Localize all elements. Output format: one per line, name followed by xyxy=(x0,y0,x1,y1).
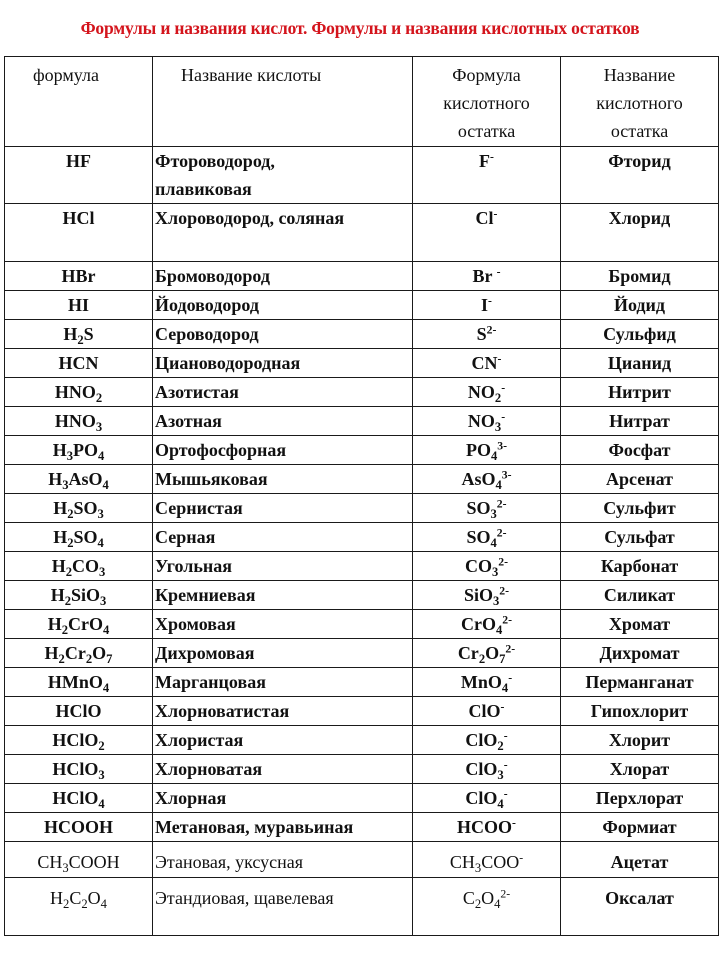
formula-text: PO xyxy=(73,440,98,460)
formula-text: S xyxy=(83,324,94,344)
subscript: 4 xyxy=(490,448,498,463)
acid-name-line: Ортофосфорная xyxy=(155,440,287,460)
formula-text: C xyxy=(462,888,475,908)
formula-text: CO xyxy=(464,556,492,576)
table-row xyxy=(5,262,719,291)
subscript: 3 xyxy=(491,564,499,579)
formula-text: AsO xyxy=(461,469,496,489)
residue-formula xyxy=(413,813,561,842)
table-body xyxy=(5,147,719,936)
table-row xyxy=(5,755,719,784)
residue-formula xyxy=(413,465,561,494)
formula-text: HClO xyxy=(52,759,99,779)
formula-text: CH xyxy=(37,852,63,872)
header-line: остатка xyxy=(457,121,516,141)
acid-name xyxy=(153,726,413,755)
formula-text: Cr xyxy=(457,643,479,663)
subscript: 2 xyxy=(474,896,482,911)
subscript: 2 xyxy=(98,738,105,753)
charge-superscript: - xyxy=(500,700,505,714)
formula-text: HCl xyxy=(62,208,95,228)
subscript: 3 xyxy=(490,506,497,521)
subscript: 7 xyxy=(106,651,113,666)
acid-name xyxy=(153,878,413,936)
formula-text: CrO xyxy=(460,614,496,634)
acid-name xyxy=(153,320,413,349)
charge-superscript: 2- xyxy=(486,323,497,337)
residue-formula xyxy=(413,697,561,726)
acid-name xyxy=(153,147,413,204)
subscript: 2 xyxy=(67,535,74,550)
subscript: 2 xyxy=(77,332,84,347)
acid-name-line: Фтороводород, xyxy=(155,151,275,171)
residue-name: Арсенат xyxy=(561,465,719,494)
subscript: 4 xyxy=(98,796,105,811)
residue-formula xyxy=(413,436,561,465)
formula-text: COO xyxy=(481,852,520,872)
subscript: 2 xyxy=(67,506,74,521)
header-line: остатка xyxy=(610,121,669,141)
acid-formula xyxy=(5,697,153,726)
residue-formula xyxy=(413,291,561,320)
acid-name xyxy=(153,378,413,407)
formula-text: C xyxy=(69,888,82,908)
acid-name-line: Дихромовая xyxy=(155,643,255,663)
acids-table xyxy=(4,56,719,936)
residue-formula xyxy=(413,378,561,407)
acid-formula xyxy=(5,726,153,755)
residue-name: Фторид xyxy=(561,147,719,204)
formula-text: ClO xyxy=(465,759,498,779)
acid-formula xyxy=(5,755,153,784)
acid-name xyxy=(153,842,413,878)
charge-superscript: 2- xyxy=(500,887,511,901)
formula-text: PO xyxy=(465,440,491,460)
residue-name: Перхлорат xyxy=(561,784,719,813)
acid-formula xyxy=(5,668,153,697)
residue-name: Цианид xyxy=(561,349,719,378)
charge-superscript: - xyxy=(501,381,506,395)
residue-name: Хлорид xyxy=(561,204,719,262)
subscript: 2 xyxy=(64,593,71,608)
formula-text: H xyxy=(50,888,64,908)
subscript: 2 xyxy=(478,651,486,666)
charge-superscript: 3- xyxy=(501,468,512,482)
acid-name xyxy=(153,581,413,610)
subscript: 3 xyxy=(497,767,504,782)
formula-text: HI xyxy=(67,295,89,315)
acid-name xyxy=(153,813,413,842)
charge-superscript: - xyxy=(490,150,494,164)
header-formula: формула xyxy=(5,57,153,147)
formula-text: HCOOH xyxy=(43,817,113,837)
subscript: 2 xyxy=(81,896,88,911)
acid-name xyxy=(153,262,413,291)
charge-superscript: 2- xyxy=(505,642,516,656)
acid-formula xyxy=(5,639,153,668)
formula-text: H xyxy=(53,498,68,518)
table-row xyxy=(5,552,719,581)
acid-name-line: Марганцовая xyxy=(155,672,266,692)
formula-text: SiO xyxy=(463,585,493,605)
charge-superscript: - xyxy=(496,265,501,279)
subscript: 4 xyxy=(495,477,502,492)
residue-formula xyxy=(413,726,561,755)
acid-formula xyxy=(5,291,153,320)
acid-formula xyxy=(5,610,153,639)
formula-text: HCN xyxy=(58,353,99,373)
residue-name: Оксалат xyxy=(561,878,719,936)
residue-name: Гипохлорит xyxy=(561,697,719,726)
charge-superscript: 2- xyxy=(496,526,507,540)
formula-text: CH xyxy=(449,852,475,872)
header-line: кислотного xyxy=(443,93,530,113)
subscript: 4 xyxy=(98,448,105,463)
table-row xyxy=(5,378,719,407)
formula-text: SO xyxy=(466,527,491,547)
subscript: 2 xyxy=(65,564,72,579)
residue-formula xyxy=(413,784,561,813)
residue-name: Дихромат xyxy=(561,639,719,668)
acid-name-line: плавиковая xyxy=(155,179,252,199)
subscript: 7 xyxy=(499,651,506,666)
formula-text: H xyxy=(53,527,68,547)
acid-formula xyxy=(5,552,153,581)
table-row xyxy=(5,349,719,378)
subscript: 3 xyxy=(99,564,106,579)
acid-name-line: Хромовая xyxy=(155,614,236,634)
subscript: 4 xyxy=(102,680,110,695)
formula-text: HClO xyxy=(52,730,99,750)
charge-superscript: - xyxy=(503,787,508,801)
formula-text: NO xyxy=(467,411,495,431)
formula-text: SO xyxy=(73,498,98,518)
residue-name: Карбонат xyxy=(561,552,719,581)
residue-name: Хлорат xyxy=(561,755,719,784)
residue-name: Сульфат xyxy=(561,523,719,552)
formula-text: SO xyxy=(73,527,98,547)
acid-formula xyxy=(5,204,153,262)
subscript: 3 xyxy=(494,419,502,434)
subscript: 2 xyxy=(63,896,70,911)
formula-text: CN xyxy=(471,353,498,373)
residue-formula xyxy=(413,494,561,523)
acid-name xyxy=(153,552,413,581)
residue-formula xyxy=(413,204,561,262)
acid-name-line: Угольная xyxy=(155,556,232,576)
residue-name: Бромид xyxy=(561,262,719,291)
formula-text: ClO xyxy=(465,788,498,808)
formula-text: F xyxy=(479,151,491,171)
header-residue-formula xyxy=(413,57,561,147)
acid-name xyxy=(153,494,413,523)
acid-name xyxy=(153,523,413,552)
acid-name xyxy=(153,610,413,639)
subscript: 4 xyxy=(102,477,109,492)
formula-text: MnO xyxy=(460,672,502,692)
subscript: 3 xyxy=(474,860,482,875)
formula-text: SO xyxy=(466,498,491,518)
formula-text: H xyxy=(51,556,66,576)
subscript: 2 xyxy=(497,738,504,753)
charge-superscript: - xyxy=(497,352,502,366)
table-row xyxy=(5,581,719,610)
subscript: 4 xyxy=(97,535,104,550)
residue-formula xyxy=(413,262,561,291)
table-row xyxy=(5,436,719,465)
formula-text: Cr xyxy=(64,643,86,663)
table-row xyxy=(5,813,719,842)
formula-text: HMnO xyxy=(47,672,103,692)
header-line: Формула xyxy=(452,65,521,85)
formula-text: AsO xyxy=(68,469,103,489)
acid-name-line: Хлорноватистая xyxy=(155,701,290,721)
residue-formula xyxy=(413,610,561,639)
formula-text: H xyxy=(63,324,78,344)
acid-name-line: Йодоводород xyxy=(155,295,259,315)
subscript: 2 xyxy=(494,390,502,405)
formula-text: O xyxy=(485,643,500,663)
acid-name xyxy=(153,668,413,697)
charge-superscript: 2- xyxy=(502,613,513,627)
acid-name-line: Сернистая xyxy=(155,498,243,518)
acid-name-line: Мышьяковая xyxy=(155,469,268,489)
subscript: 4 xyxy=(497,796,504,811)
residue-formula xyxy=(413,639,561,668)
residue-formula xyxy=(413,523,561,552)
formula-text: S xyxy=(476,324,487,344)
table-row xyxy=(5,639,719,668)
acid-formula xyxy=(5,465,153,494)
table-row xyxy=(5,465,719,494)
formula-text: HF xyxy=(66,151,91,171)
formula-text: Br xyxy=(472,266,497,286)
formula-text: H xyxy=(47,614,62,634)
header-residue-name xyxy=(561,57,719,147)
formula-text: HNO xyxy=(54,382,96,402)
table-row xyxy=(5,842,719,878)
subscript: 4 xyxy=(495,622,503,637)
charge-superscript: - xyxy=(512,816,516,830)
table-row xyxy=(5,204,719,262)
subscript: 2 xyxy=(95,390,103,405)
formula-text: HCOO xyxy=(457,817,513,837)
residue-name: Сульфит xyxy=(561,494,719,523)
subscript: 3 xyxy=(492,593,500,608)
charge-superscript: - xyxy=(503,758,508,772)
residue-formula xyxy=(413,147,561,204)
subscript: 3 xyxy=(95,419,103,434)
residue-name: Хромат xyxy=(561,610,719,639)
acid-name-line: Бромоводород xyxy=(155,266,270,286)
formula-text: HBr xyxy=(61,266,96,286)
acid-formula xyxy=(5,349,153,378)
charge-superscript: 2- xyxy=(498,555,509,569)
charge-superscript: 3- xyxy=(497,439,508,453)
formula-text: ClO xyxy=(465,730,498,750)
charge-superscript: - xyxy=(503,729,508,743)
acid-name xyxy=(153,784,413,813)
subscript: 3 xyxy=(98,767,105,782)
table-row xyxy=(5,320,719,349)
acid-name-line: Этановая, уксусная xyxy=(155,852,304,872)
formula-text: H xyxy=(48,469,63,489)
residue-formula xyxy=(413,552,561,581)
acid-name xyxy=(153,291,413,320)
charge-superscript: - xyxy=(493,207,498,221)
charge-superscript: - xyxy=(519,851,524,865)
formula-text: HClO xyxy=(55,701,102,721)
table-row xyxy=(5,668,719,697)
subscript: 4 xyxy=(100,896,107,911)
residue-formula xyxy=(413,407,561,436)
acid-formula xyxy=(5,378,153,407)
formula-text: HNO xyxy=(54,411,96,431)
subscript: 2 xyxy=(61,622,68,637)
acid-formula xyxy=(5,494,153,523)
formula-text: NO xyxy=(467,382,495,402)
subscript: 3 xyxy=(100,593,107,608)
subscript: 2 xyxy=(58,651,65,666)
residue-formula xyxy=(413,842,561,878)
formula-text: CO xyxy=(72,556,99,576)
acid-name-line: Хлорноватая xyxy=(155,759,263,779)
table-row xyxy=(5,784,719,813)
header-line: Название xyxy=(603,65,676,85)
residue-name: Хлорит xyxy=(561,726,719,755)
residue-name: Ацетат xyxy=(561,842,719,878)
residue-name: Сульфид xyxy=(561,320,719,349)
formula-text: H xyxy=(44,643,59,663)
subscript: 4 xyxy=(490,535,497,550)
subscript: 4 xyxy=(103,622,110,637)
residue-formula xyxy=(413,878,561,936)
residue-name: Формиат xyxy=(561,813,719,842)
acid-formula xyxy=(5,320,153,349)
residue-name: Нитрит xyxy=(561,378,719,407)
acid-name-line: Кремниевая xyxy=(155,585,256,605)
acid-formula xyxy=(5,813,153,842)
charge-superscript: 2- xyxy=(496,497,507,511)
table-row xyxy=(5,697,719,726)
formula-text: HClO xyxy=(52,788,99,808)
residue-name: Перманганат xyxy=(561,668,719,697)
acid-name xyxy=(153,407,413,436)
charge-superscript: - xyxy=(488,294,492,308)
table-row xyxy=(5,407,719,436)
table-row xyxy=(5,494,719,523)
subscript: 3 xyxy=(97,506,104,521)
formula-text: SiO xyxy=(71,585,101,605)
residue-formula xyxy=(413,668,561,697)
formula-text: COOH xyxy=(68,852,120,872)
acid-name-line: Метановая, муравьиная xyxy=(155,817,354,837)
formula-text: Cl xyxy=(475,208,494,228)
formula-text: O xyxy=(481,888,495,908)
table-row xyxy=(5,610,719,639)
formula-text: CrO xyxy=(68,614,103,634)
acid-name-line: Хлористая xyxy=(155,730,244,750)
charge-superscript: - xyxy=(501,410,506,424)
acid-name-line: Этандиовая, щавелевая xyxy=(155,888,334,908)
residue-name: Нитрат xyxy=(561,407,719,436)
acid-formula xyxy=(5,842,153,878)
acid-formula xyxy=(5,436,153,465)
subscript: 3 xyxy=(62,477,69,492)
table-row xyxy=(5,147,719,204)
acid-name xyxy=(153,697,413,726)
header-acid-name: Название кислоты xyxy=(153,57,413,147)
acid-name-line: Хлорная xyxy=(155,788,227,808)
residue-name: Силикат xyxy=(561,581,719,610)
acid-name-line: Хлороводород, соляная xyxy=(155,208,345,228)
acid-name-line: Азотистая xyxy=(155,382,239,402)
table-row xyxy=(5,726,719,755)
acid-name xyxy=(153,204,413,262)
residue-formula xyxy=(413,349,561,378)
charge-superscript: - xyxy=(508,671,513,685)
acid-name xyxy=(153,349,413,378)
charge-superscript: 2- xyxy=(499,584,510,598)
table-row xyxy=(5,523,719,552)
table-row xyxy=(5,291,719,320)
acid-name-line: Азотная xyxy=(155,411,222,431)
residue-formula xyxy=(413,755,561,784)
acid-name xyxy=(153,755,413,784)
acid-formula xyxy=(5,147,153,204)
acid-formula xyxy=(5,784,153,813)
table-row xyxy=(5,878,719,936)
formula-text: O xyxy=(92,643,107,663)
acid-name xyxy=(153,639,413,668)
formula-text: I xyxy=(481,295,489,315)
subscript: 4 xyxy=(501,680,509,695)
acid-name-line: Циановодородная xyxy=(155,353,301,373)
formula-text: ClO xyxy=(468,701,501,721)
acid-formula xyxy=(5,523,153,552)
acid-formula xyxy=(5,581,153,610)
residue-formula xyxy=(413,581,561,610)
acid-formula xyxy=(5,407,153,436)
acid-name-line: Сероводород xyxy=(155,324,259,344)
formula-text: O xyxy=(87,888,101,908)
subscript: 2 xyxy=(85,651,93,666)
page-title: Формулы и названия кислот. Формулы и названия кислотных остатков xyxy=(80,18,640,38)
header-row xyxy=(5,57,719,147)
header-line: кислотного xyxy=(596,93,683,113)
acid-formula xyxy=(5,878,153,936)
acid-name xyxy=(153,465,413,494)
acid-name-line: Серная xyxy=(155,527,216,547)
residue-name: Фосфат xyxy=(561,436,719,465)
residue-formula xyxy=(413,320,561,349)
acid-formula xyxy=(5,262,153,291)
formula-text: H xyxy=(50,585,65,605)
subscript: 4 xyxy=(494,896,501,911)
subscript: 3 xyxy=(62,860,69,875)
acid-name xyxy=(153,436,413,465)
subscript: 3 xyxy=(66,448,73,463)
formula-text: H xyxy=(52,440,67,460)
residue-name: Йодид xyxy=(561,291,719,320)
